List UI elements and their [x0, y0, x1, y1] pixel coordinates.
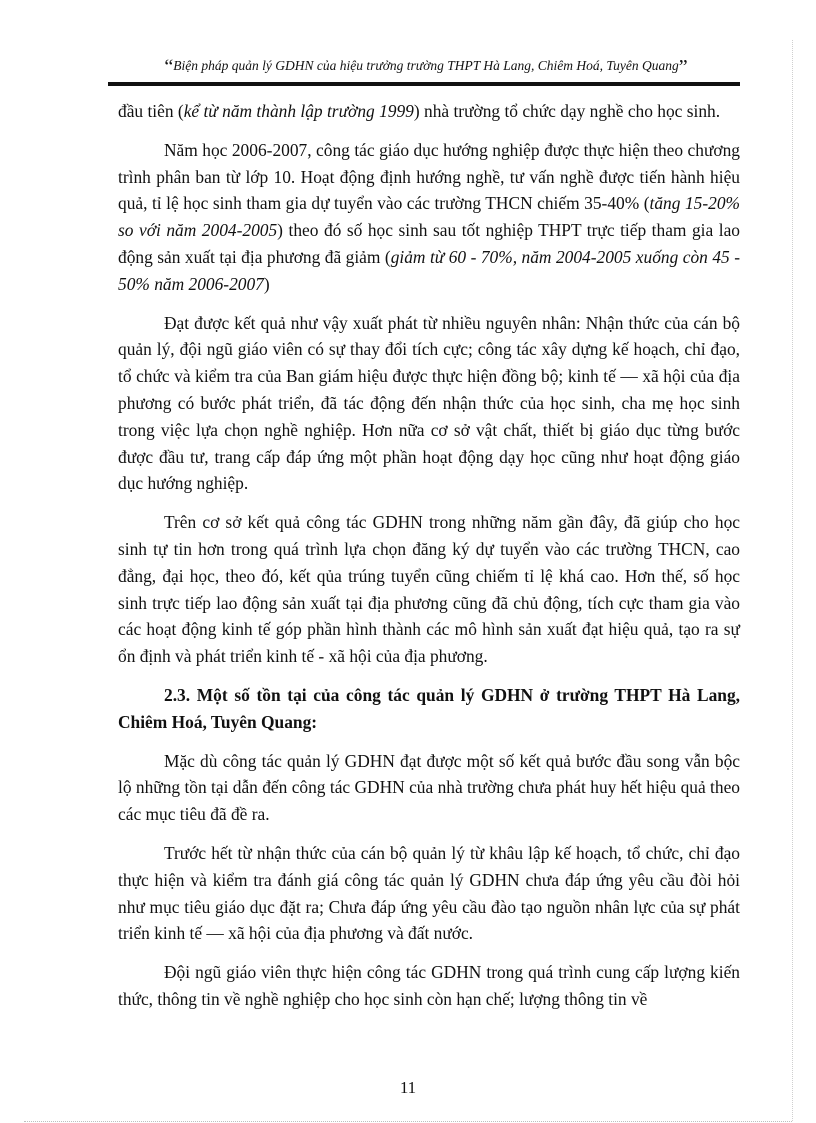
header-text: Biện pháp quản lý GDHN của hiệu trưởng trường THPT Hà Lang, Chiêm Hoá, Tuyên Quang: [173, 58, 679, 73]
paragraph-1: [118, 98, 740, 125]
header-open-quote: “: [164, 56, 174, 78]
paragraph-1-text-end: ) nhà trường tổ chức dạy nghề cho học sinh.: [413, 101, 721, 121]
paragraph-2-text-end: ): [263, 273, 270, 294]
header-rule: [108, 82, 740, 86]
section-heading: 2.3. Một số tồn tại của công tác quản lý GDHN ở trường THPT Hà Lang, Chiêm Hoá, Tuyên Quang:: [118, 684, 740, 732]
paragraph-2-text: Năm học 2006-2007, công tác giáo dục hướng nghiệp được thực hiện theo chương trình phân ban từ lớp 10. Hoạt động định hướng nghề, tư vấn nghề được tiến hành hiệu quả, tỉ lệ học sinh tham gia dự tuyển vào các trường THCN chiếm 35-40% (: [118, 139, 740, 214]
header-close-quote: ”: [678, 56, 688, 78]
paragraph-2-italic-1: tăng 15-20% so với năm 2004-2005: [118, 193, 741, 241]
page-body: [118, 98, 740, 1025]
page-number: 11: [399, 1078, 417, 1097]
paragraph-1-italic: kể từ năm thành lập trường 1999: [183, 101, 414, 121]
paragraph-3: Đạt được kết quả như vậy xuất phát từ nhiều nguyên nhân: Nhận thức của cán bộ quản lý, đội ngũ giáo viên có sự thay đổi tích cực; công tác xây dựng kế hoạch, chỉ đạo, tổ chức và kiểm tra của Ban giám hiệu được thực hiện đồng bộ; kinh tế — xã hội của địa phương có bước phát triển, đã tác động đến nhận thức của học sinh, cha mẹ học sinh trong việc lựa chọn nghề nghiệp. Hơn nữa cơ sở vật chất, thiết bị giáo dục từng bước được đầu tư, trang cấp đáp ứng một phần hoạt động dạy học cũng như hoạt động giáo dục hướng nghiệp.: [118, 312, 740, 494]
paragraph-4: Trên cơ sở kết quả công tác GDHN trong những năm gần đây, đã giúp cho học sinh tự tin hơn trong quá trình lựa chọn đăng ký dự tuyển vào các trường THCN, cao đẳng, đại học, theo đó, kết qủa trúng tuyển cũng chiếm tỉ lệ khá cao. Hơn thế, số học sinh trực tiếp lao động sản xuất tại địa phương cũng đã chủ động, tích cực tham gia vào các hoạt động kinh tế góp phần hình thành các mô hình sản xuất đạt hiệu quả, tạo ra sự ổn định và phát triển kinh tế - xã hội của địa phương.: [118, 512, 740, 667]
paragraph-2: [118, 137, 740, 298]
paragraph-7: Đội ngũ giáo viên thực hiện công tác GDHN trong quá trình cung cấp lượng kiến thức, thông tin về nghề nghiệp cho học sinh còn hạn chế; lượng thông tin về: [118, 962, 740, 1009]
page-border-right: [792, 40, 793, 1121]
page-border-bottom: [24, 1121, 792, 1122]
paragraph-6: Trước hết từ nhận thức của cán bộ quản lý từ khâu lập kế hoạch, tổ chức, chỉ đạo thực hiện và kiểm tra đánh giá công tác quản lý GDHN chưa đáp ứng yêu cầu đòi hỏi như mục tiêu giáo dục đặt ra; Chưa đáp ứng yêu cầu đào tạo nguồn nhân lực của sự phát triển kinh tế — xã hội của địa phương và đất nước.: [118, 842, 740, 944]
paragraph-1-text: đầu tiên (: [118, 101, 184, 121]
paragraph-2-text-mid: ) theo đó số học sinh sau tốt nghiệp THPT trực tiếp tham gia lao động sản xuất tại địa phương đã giảm (: [118, 220, 740, 267]
paragraph-5: Mặc dù công tác quản lý GDHN đạt được một số kết quả bước đầu song vẫn bộc lộ những tồn tại dẫn đến công tác GDHN của nhà trường chưa phát huy hết hiệu quả theo các mục tiêu đã đề ra.: [118, 750, 740, 825]
running-header: [112, 56, 740, 82]
paragraph-2-italic-2: giảm từ 60 - 70%, năm 2004-2005 xuống còn 45 - 50% năm 2006-2007: [118, 246, 740, 294]
